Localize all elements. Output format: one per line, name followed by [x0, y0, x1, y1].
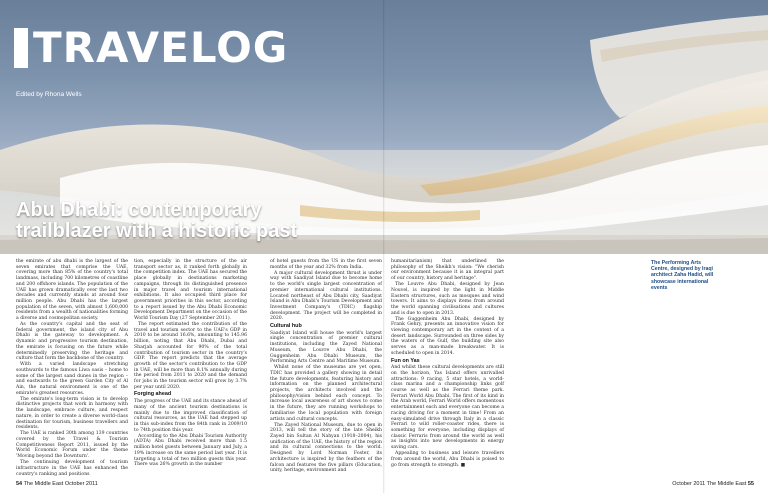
paragraph: The continuing development of tourism infrastructure in the UAE has enhanced the country's ranking and positions — [16, 460, 128, 477]
article-column-2 — [134, 259, 247, 468]
article-headline: Abu Dhabi: contemporary trailblazer with a historic past — [16, 199, 298, 242]
folio-right — [672, 481, 754, 487]
editor-credit: Edited by Rhona Wells — [16, 91, 82, 98]
paragraph: The UAE is ranked 30th among 139 countries covered by the Travel & Tourism Competitiveness Report 2011, issued by the World Economic Forum under the theme 'Moving beyond the Downturn'. — [16, 431, 128, 460]
paragraph: The progress of the UAE and its stance ahead of many of the ancient tourism destinations is mainly due to the improved classification of cultural resources, as the UAE had stepped up in this sub-index from the 84th rank in 2009/10 to 74th position this year. — [134, 399, 247, 433]
paragraph: Whilst none of the museums are yet open, TDIC has provided a gallery showing in detail the future developments, featuring history and information on the planned architectural projects, the architects involved and the philosophy/vision behind each concept. To increase local awareness of art shows to come in the future, they are running workshops to familiarise the local population with foreign artists and cultural concepts. — [270, 365, 382, 422]
paragraph: According to the Abu Dhabi Tourism Authority (ADTA) Abu Dhabi received more than 1.5 million hotel guests between January and July, a 19% increase on the same period last year. It is targeting a total of two million guests this year. There was 26% growth in the number — [134, 433, 247, 468]
article-column-3 — [270, 259, 382, 474]
masthead-bar — [14, 28, 28, 68]
paragraph: the emirate of abu dhabi is the largest of the seven emirates that comprise the UAE, covering more than 85% of the country's total landmass, including 700 kilometres of coastline and 200 offshore islands. The population of the UAE has grown dramatically over the last two decades and currently stands at around four million people. Abu Dhabi has the largest population of the seven, with almost 1,600,000 residents from a wealth of nationalities forming a diverse and cosmopolitan society. — [16, 259, 128, 322]
paragraph: The Zayed National Museum, due to open in 2013, will tell the story of the late Sheikh Zayed bin Sultan Al Nahyan (1918–2004), his unification of the UAE, the history of the region and its cultural connections to the world. Designed by Lord Norman Foster, its architecture is inspired by the feathers of the falcon and features the five pillars (Education, unity, heritage, environment and — [270, 422, 382, 474]
subheading-forging-ahead: Forging ahead — [134, 391, 172, 398]
subheading-cultural-hub: Cultural hub — [270, 323, 302, 330]
paragraph: The emirate's long-term vision is to develop distinctive projects that work in harmony with the landscape, embrace culture, and respect nature, in order to create a diverse world-class destination for tourism, business travellers and residents. — [16, 396, 128, 431]
paragraph: A major cultural development thrust is under way with Saadiyat Island due to become home to the world's single largest concentration of premier international cultural institutions. Located northeast of Abu Dhabi city, Saadiyat Island is Abu Dhabi's Tourism Development and Investment Company's (TDIC) flagship development. The project will be completed in 2020. — [270, 270, 382, 322]
paragraph: And whilst these cultural developments are still on the horizon, Yas Island offers unrivalled attractions: 9 racing, 5 star hotels, a world-class marina and a championship links golf course as well as the Ferrari theme park. Ferrari World Abu Dhabi. The first of its kind in the Arab world, Ferrari World offers momentous entertainment each and everyone can become a racing driving for a moment in time! From an easy-simulated drive through Italy in a classic Ferrari to wild roller-coaster rides, there is something for everyone, including displays of classic Ferraris from around the world as well as insights into new developments in energy saving cars. — [391, 365, 504, 451]
folio-left — [16, 481, 98, 487]
paragraph: humanitarianism) that underlined the philosophy of the Sheikh's vision: "We cherish our environment because it is an integral part of our country, history and heritage". — [391, 259, 504, 282]
paragraph: With a varied landscape stretching southwards to the famous Liwa oasis – home to some of the largest sand dunes in the region – and eastwards to the green Garden City of Al Ain, the natural environment is one of the emirate's greatest resources. — [16, 362, 128, 396]
page-gutter — [383, 0, 385, 493]
paragraph: The report estimated the contribution of the travel and tourism sector to the UAE's GDP in 2010 to be around 16.6%, amounting to 145.96 billion, noting that Abu Dhabi, Dubai and Sharjah accounted for 90% of the total contribution of tourism sector in the country's GDP. The report predicts that the average growth of the sector's contribution to the GDP in UAE, will be more than 8.1% annually during the period from 2011 to 2020 and the demand for jobs in the tourism sector will grow by 3.7% per year until 2020. — [134, 322, 247, 390]
paragraph: Appealing to business and leisure travellers from around the world, Abu Dhabi is poised to go from strength to strength. ■ — [391, 451, 504, 468]
article-column-4 — [391, 259, 504, 469]
section-title: TRAVELOG — [33, 23, 289, 72]
paragraph: of hotel guests from the US in the first seven months of the year and 32% from India. — [270, 259, 382, 270]
article-column-1 — [16, 259, 128, 478]
subheading-fun-on-yas: Fun on Yas — [391, 357, 420, 364]
photo-caption: The Performing Arts Centre, designed by Iraqi architect Zaha Hadid, will showcase international events — [651, 260, 714, 291]
page-number-left: 54 — [16, 481, 23, 487]
folio-text-left: The Middle East October 2011 — [23, 481, 98, 487]
paragraph: tion, especially in the structure of the air transport sector as, it ranked forth globally in the competition index. The UAE has secured the place globally in destinations marketing campaigns, through its distinguished presence in major travel and tourism international exhibitions. It also occupied third place for government priorities in this sector, according to a report issued by the Abu Dhabi Economic Development Department on the occasion of the World Tourism Day (27 September 2011). — [134, 259, 247, 322]
paragraph: The Louvre Abu Dhabi, designed by Jean Nouvel, is inspired by the light in Middle Eastern structures, such as mosques and wind towers. It aims to displays items from around the world spanning civilisations and cultures and is due to open in 2013. — [391, 282, 504, 316]
folio-text-right: October 2011 The Middle East — [672, 481, 747, 487]
paragraph: Saadiyat Island will house the world's largest single concentration of premier cultural institutions, including the Zayed National Museum, the Louvre Abu Dhabi, the Guggenheim Abu Dhabi Museum, the Performing Arts Centre and Maritime Museum. — [270, 330, 382, 365]
page-number-right: 55 — [747, 481, 754, 487]
section-masthead — [14, 23, 289, 72]
paragraph: The Guggenheim Abu Dhabi, designed by Frank Gehry, presents an innovative vision for viewing contemporary art in the context of a desert landscape. Surrounded on three sides by the waters of the Gulf, the building site also serves as a man-made breakwater. It is scheduled to open in 2014. — [391, 316, 504, 356]
paragraph: As the country's capital and the seat of federal government, the island city of Abu Dhabi is the gateway to development. A dynamic and progressive tourism destination, the emirate is focusing on the future while determinedly preserving the heritage and culture that form the backbone of the country. — [16, 322, 128, 362]
